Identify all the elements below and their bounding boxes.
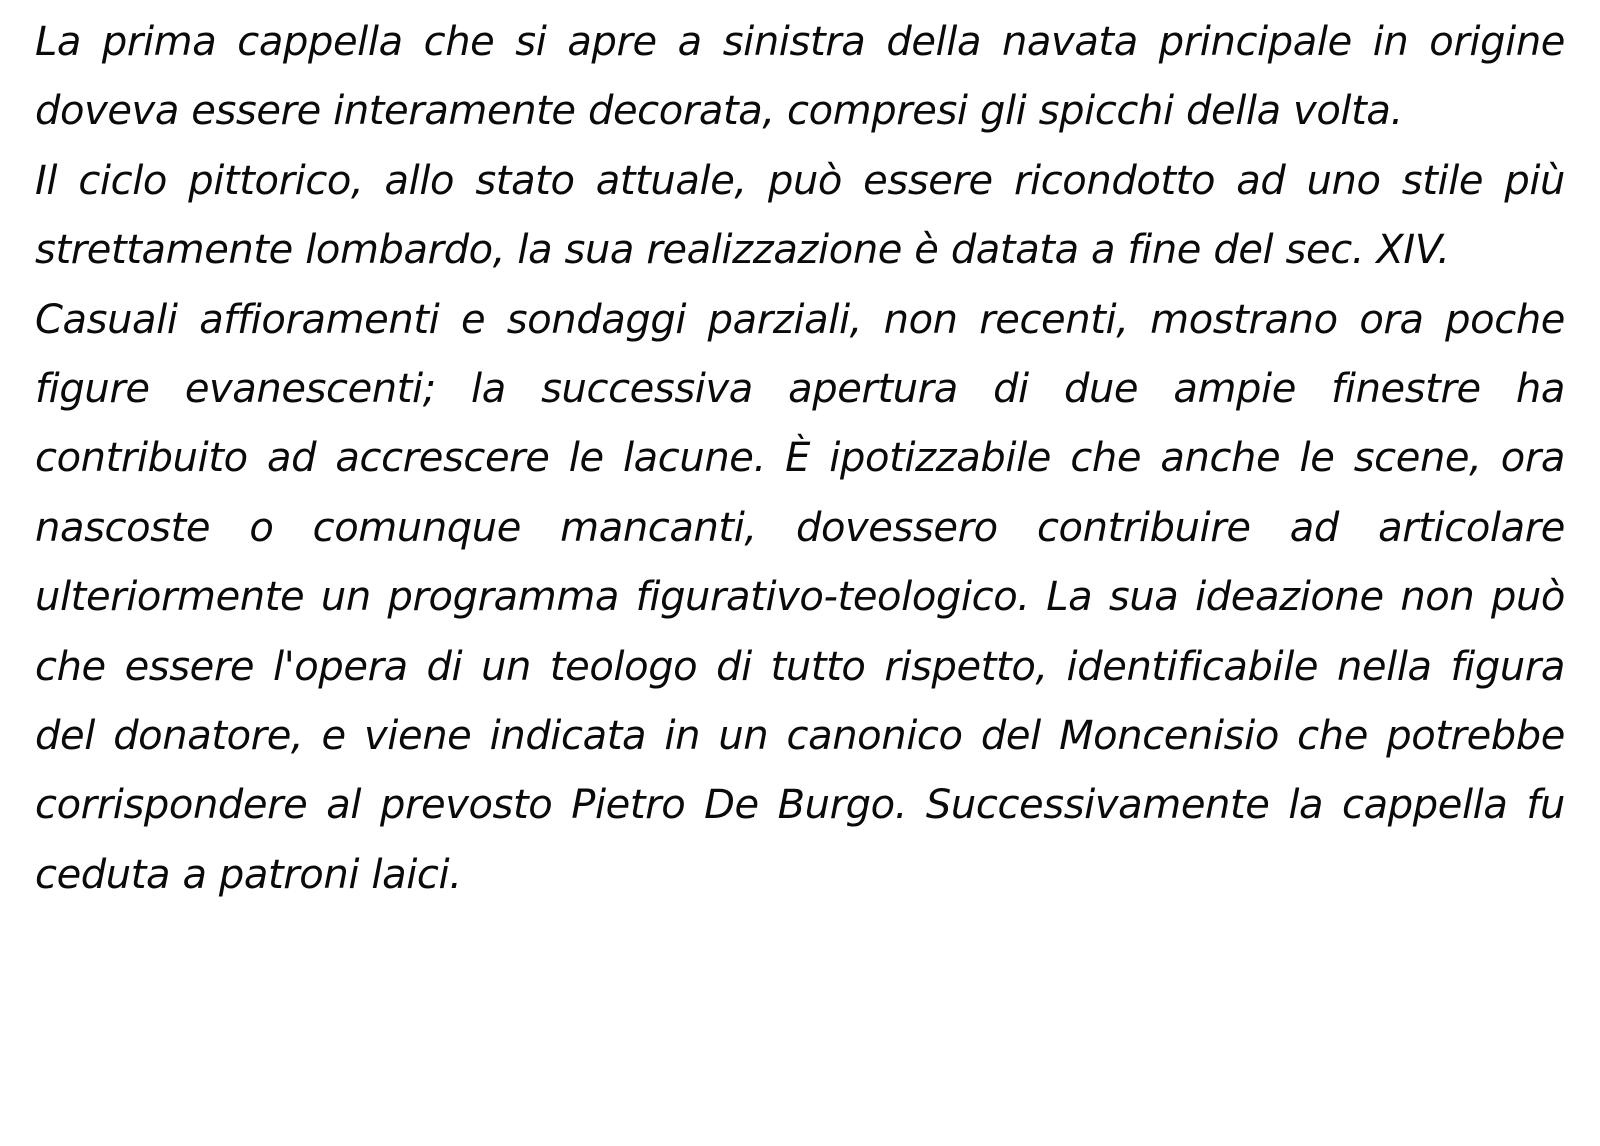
document-page — [35, 8, 1565, 1138]
paragraph-findings-and-donor: Casuali affioramenti e sondaggi parziali, non recenti, mostrano ora poche figure evanescenti; la successiva apertura di due ampie finestre ha contribuito ad accrescere le lacune. È ipotizzabile che anche le scene, ora nascoste o comunque mancanti, dovessero contribuire ad articolare ulteriormente un programma figurativo-teologico. La sua ideazione non può che essere l'opera di un teologo di tutto rispetto, identificabile nella figura del donatore, e viene indicata in un canonico del Moncenisio che potrebbe corrispondere al prevosto Pietro De Burgo. Successivamente la cappella fu ceduta a patroni laici. — [35, 296, 1565, 898]
paragraph-pictorial-cycle: Il ciclo pittorico, allo stato attuale, può essere ricondotto ad uno stile più strettamente lombardo, la sua realizzazione è datata a fine del sec. XIV. — [35, 157, 1565, 274]
paragraph-chapel-decoration: La prima cappella che si apre a sinistra della navata principale in origine doveva essere interamente decorata, compresi gli spicchi della volta. — [35, 19, 1565, 135]
